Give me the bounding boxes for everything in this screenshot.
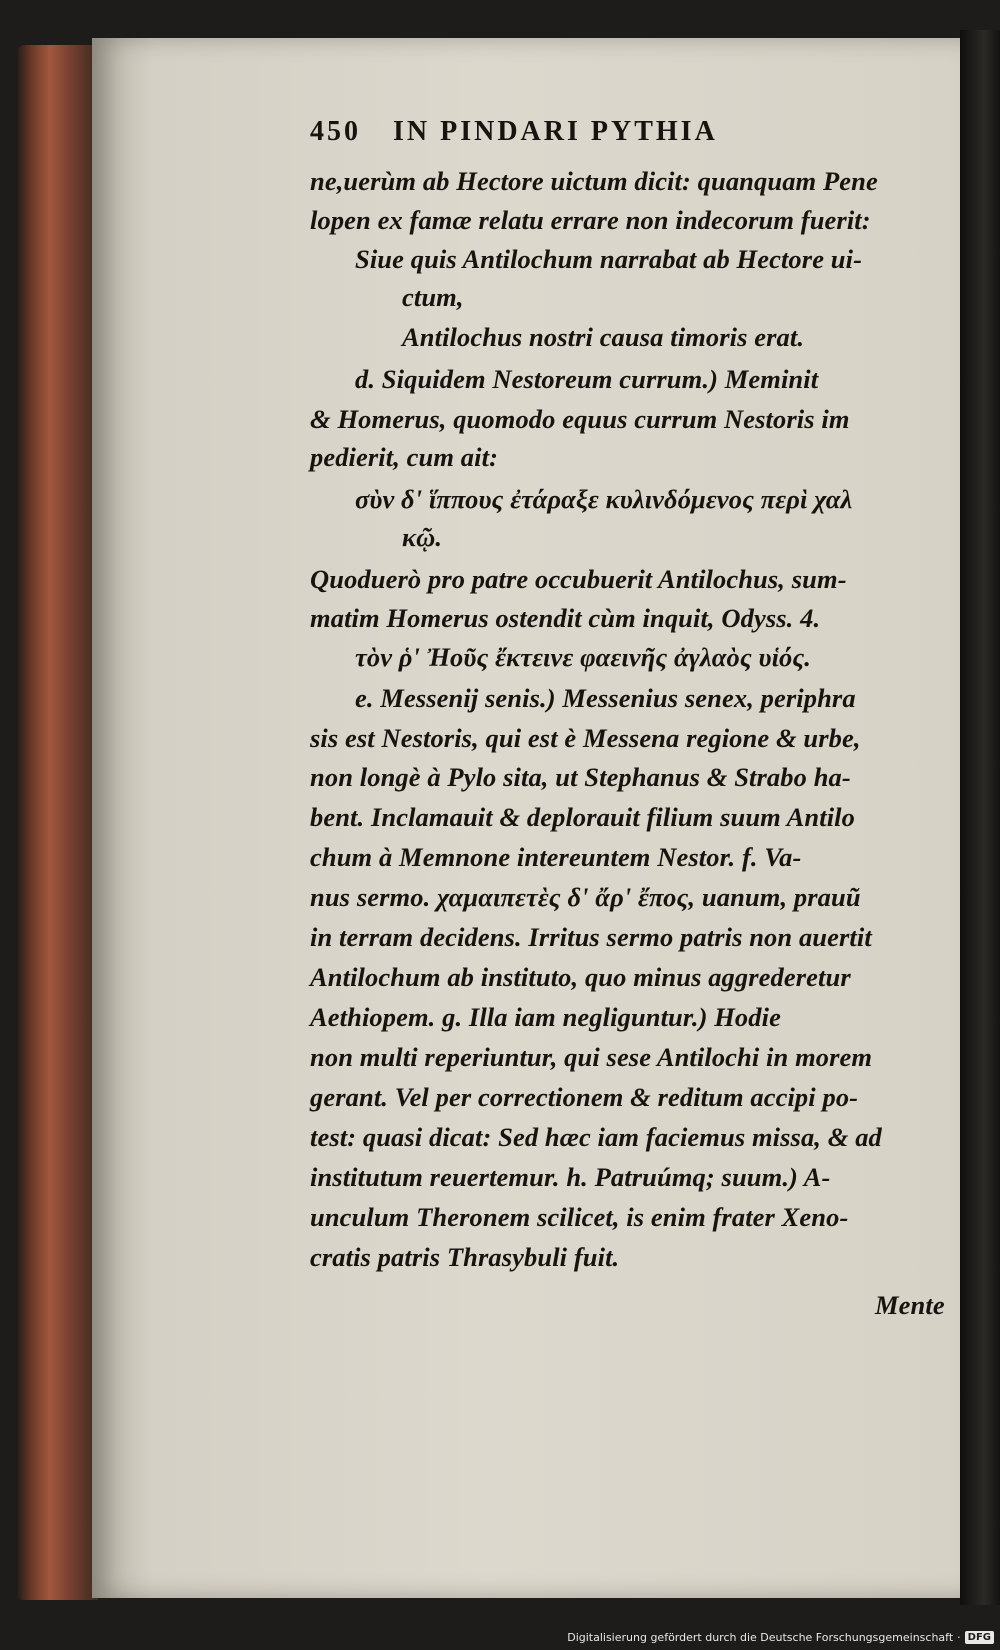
running-head <box>310 118 718 146</box>
text-line: in terram decidens. Irritus sermo patris non auertit <box>310 922 872 952</box>
greek-line: κῷ. <box>402 522 443 552</box>
text-line: Antilochus nostri causa timoris erat. <box>402 322 805 352</box>
text-line: lopen ex famæ relatu errare non indecorum fuerit: <box>310 205 871 235</box>
text-line: & Homerus, quomodo equus currum Nestoris im <box>310 404 850 434</box>
credit-text: Digitalisierung gefördert durch die Deutsche Forschungsgemeinschaft <box>567 1630 954 1644</box>
digitization-credit: Digitalisierung gefördert durch die Deutsche Forschungsgemeinschaft · DFG <box>567 1628 994 1646</box>
greek-line: τὸν ῥ' Ἠοῦς ἔκτεινε φαεινῆς ἀγλαὸς υἱός. <box>355 642 812 672</box>
text-line: matim Homerus ostendit cùm inquit, Odyss. 4. <box>310 603 821 633</box>
text-line: institutum reuertemur. h. Patruúmq; suum.) A- <box>310 1162 831 1192</box>
page-number: 450 <box>310 116 361 147</box>
text-line: non longè à Pylo sita, ut Stephanus & Strabo ha- <box>310 762 851 792</box>
text-line: chum à Memnone intereuntem Nestor. f. Va- <box>310 842 802 872</box>
text-line: d. Siquidem Nestoreum currum.) Meminit <box>355 364 819 394</box>
text-line: pedierit, cum ait: <box>310 442 499 472</box>
catchword: Mente <box>875 1290 945 1320</box>
running-title: IN PINDARI PYTHIA <box>393 116 718 147</box>
text-line: unculum Theronem scilicet, is enim frater Xeno- <box>310 1202 849 1232</box>
text-line: ctum, <box>402 282 464 312</box>
text-line: ne,uerùm ab Hectore uictum dicit: quanquam Pene <box>310 166 878 196</box>
greek-line: σὺν δ' ἵππους ἐτάραξε κυλινδόμενος περὶ χαλ <box>355 484 853 514</box>
text-line: cratis patris Thrasybuli fuit. <box>310 1242 620 1272</box>
text-line: bent. Inclamauit & deplorauit filium suum Antilo <box>310 802 855 832</box>
text-line: Siue quis Antilochum narrabat ab Hectore ui- <box>355 244 863 274</box>
text-line: nus sermo. χαμαιπετὲς δ' ἄρ' ἔπος, uanum, prauũ <box>310 882 861 912</box>
text-line: Aethiopem. g. Illa iam negliguntur.) Hodie <box>310 1002 781 1032</box>
text-line: gerant. Vel per correctionem & reditum accipi po- <box>310 1082 859 1112</box>
text-line: e. Messenij senis.) Messenius senex, periphra <box>355 683 856 713</box>
book-binding <box>960 30 1000 1605</box>
dfg-logo: DFG <box>965 1631 994 1644</box>
text-line: sis est Nestoris, qui est è Messena regione & urbe, <box>310 723 861 753</box>
text-line: Quoduerò pro patre occubuerit Antilochus, sum- <box>310 564 847 594</box>
book-edge <box>18 45 98 1600</box>
text-line: non multi reperiuntur, qui sese Antilochi in morem <box>310 1042 873 1072</box>
text-line: Antilochum ab instituto, quo minus aggrederetur <box>310 962 851 992</box>
text-line: test: quasi dicat: Sed hæc iam faciemus missa, & ad <box>310 1122 882 1152</box>
